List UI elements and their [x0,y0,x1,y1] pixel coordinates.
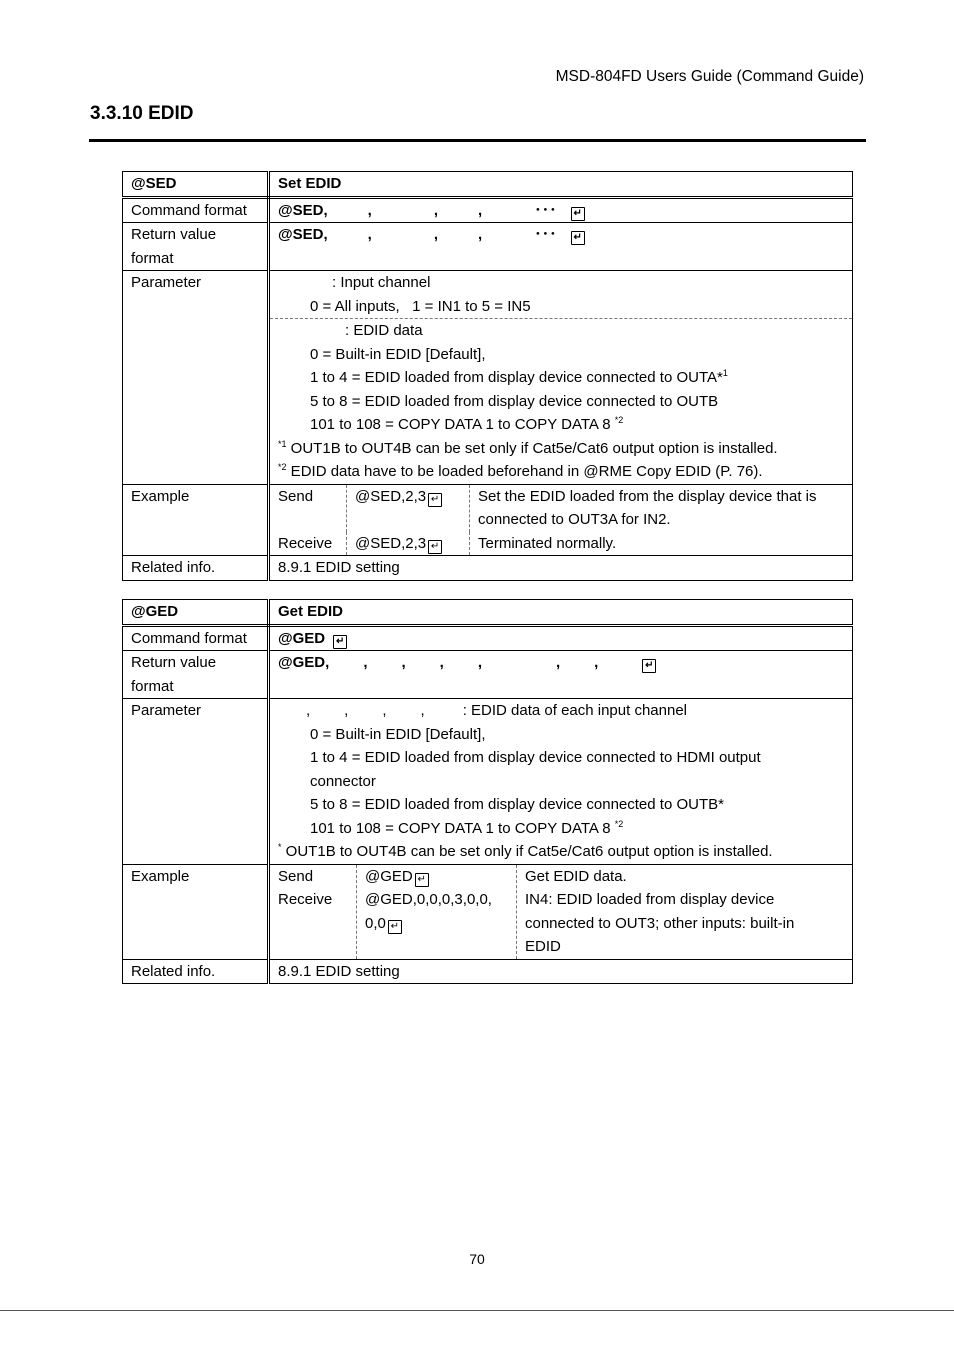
ged-note: * OUT1B to OUT4B can be set only if Cat5e/Cat6 output option is installed. [278,842,773,860]
sed-command-format: @SED, , , , ･･･ ↵ [269,197,853,223]
sed-parameters [269,271,853,485]
sed-parameter-label: Parameter [123,271,269,485]
ged-table [122,599,853,984]
sed-return-format: @SED, , , , ･･･ ↵ [269,223,853,271]
ged-parameters [269,699,853,865]
ged-parameter-label: Parameter [123,699,269,865]
section-rule [89,139,866,142]
header-title: MSD-804FD Users Guide (Command Guide) [555,68,864,85]
sed-table [122,171,853,581]
sed-receive-label: Receive [278,534,333,552]
sed-send-cmd: @SED,2,3 ↵ [347,485,470,532]
ged-example [269,864,853,959]
sed-example-label: Example [123,484,269,556]
sed-param2-value: 0 = Built-in EDID [Default], [310,345,486,363]
ged-example-table [270,865,852,959]
ged-return-format: @GED, , , , , , , ↵ [269,651,853,699]
sed-param2-value: 1 to 4 = EDID loaded from display device connected to OUTA*$^1$ [310,368,728,386]
sed-return-value-label: Return value format [123,223,269,271]
ged-example-desc: Get EDID data. IN4: EDID loaded from display device connected to OUT3; other inputs: built-in EDID [517,865,853,959]
sed-command-format-label: Command format [123,197,269,223]
sed-command-title: Set EDID [269,172,853,198]
sed-send-desc: Set the EDID loaded from the display device that is connected to OUT3A for IN2. [470,485,853,532]
sed-param2-value: 5 to 8 = EDID loaded from display device connected to OUTB [310,392,719,410]
sed-param1-desc: : Input channel [332,274,431,291]
ged-command-name: @GED [123,600,269,626]
return-key-icon: ↵ [428,493,442,507]
return-key-icon: ↵ [415,873,429,887]
ged-command-title: Get EDID [269,600,853,626]
page-number: 70 [469,1251,485,1267]
sed-param1-values: 0 = All inputs, 1 = IN1 to 5 = IN5 [310,297,531,315]
sed-note2: $^{*2}$ EDID data have to be loaded beforehand in @RME Copy EDID (P. 76). [278,462,763,480]
ged-param-value: connector [310,772,376,790]
sed-receive-cmd: @SED,2,3 ↵ [347,532,470,556]
sed-example-table [270,485,852,556]
return-key-icon: ↵ [333,635,347,649]
return-key-icon: ↵ [571,207,585,221]
ged-param-value: 101 to 108 = COPY DATA 1 to COPY DATA 8 $^{*2}$ [310,818,624,837]
return-key-icon: ↵ [571,231,585,245]
ged-command-format: @GED ↵ [269,625,853,651]
sed-param2-value: 101 to 108 = COPY DATA 1 to COPY DATA 8 $^{*2}$ [310,415,624,433]
ged-return-value-label: Return value format [123,651,269,699]
footer-rule [0,1310,954,1311]
ged-send-receive-labels: Send Receive [278,867,333,908]
sed-command-name: @SED [123,172,269,198]
sed-param2-block [270,318,852,484]
ged-example-cmds: @GED ↵ @GED,0,0,0,3,0,0, 0,0 ↵ [357,865,517,959]
ged-param-value: 1 to 4 = EDID loaded from display device connected to HDMI output [310,749,761,766]
sed-related-label: Related info. [123,556,269,581]
sed-send-label: Send [278,487,314,505]
ged-related: 8.9.1 EDID setting [269,959,853,984]
sed-note1: $^{*1}$ OUT1B to OUT4B can be set only if Cat5e/Cat6 output option is installed. [278,438,778,457]
ged-command-format-label: Command format [123,625,269,651]
ged-param-value: 0 = Built-in EDID [Default], [310,725,486,743]
return-key-icon: ↵ [428,540,442,554]
section-title: 3.3.10 EDID [90,103,194,124]
sed-example [269,484,853,556]
ged-param-desc: , , , , : EDID data of each input channel [306,702,687,719]
ged-param-value: 5 to 8 = EDID loaded from display device connected to OUTB* [310,796,724,813]
ged-example-label: Example [123,864,269,959]
sed-related: 8.9.1 EDID setting [269,556,853,581]
sed-receive-desc: Terminated normally. [470,532,853,556]
return-key-icon: ↵ [388,920,402,934]
ged-related-label: Related info. [123,959,269,984]
return-key-icon: ↵ [642,659,656,673]
sed-param2-desc: : EDID data [345,322,423,339]
